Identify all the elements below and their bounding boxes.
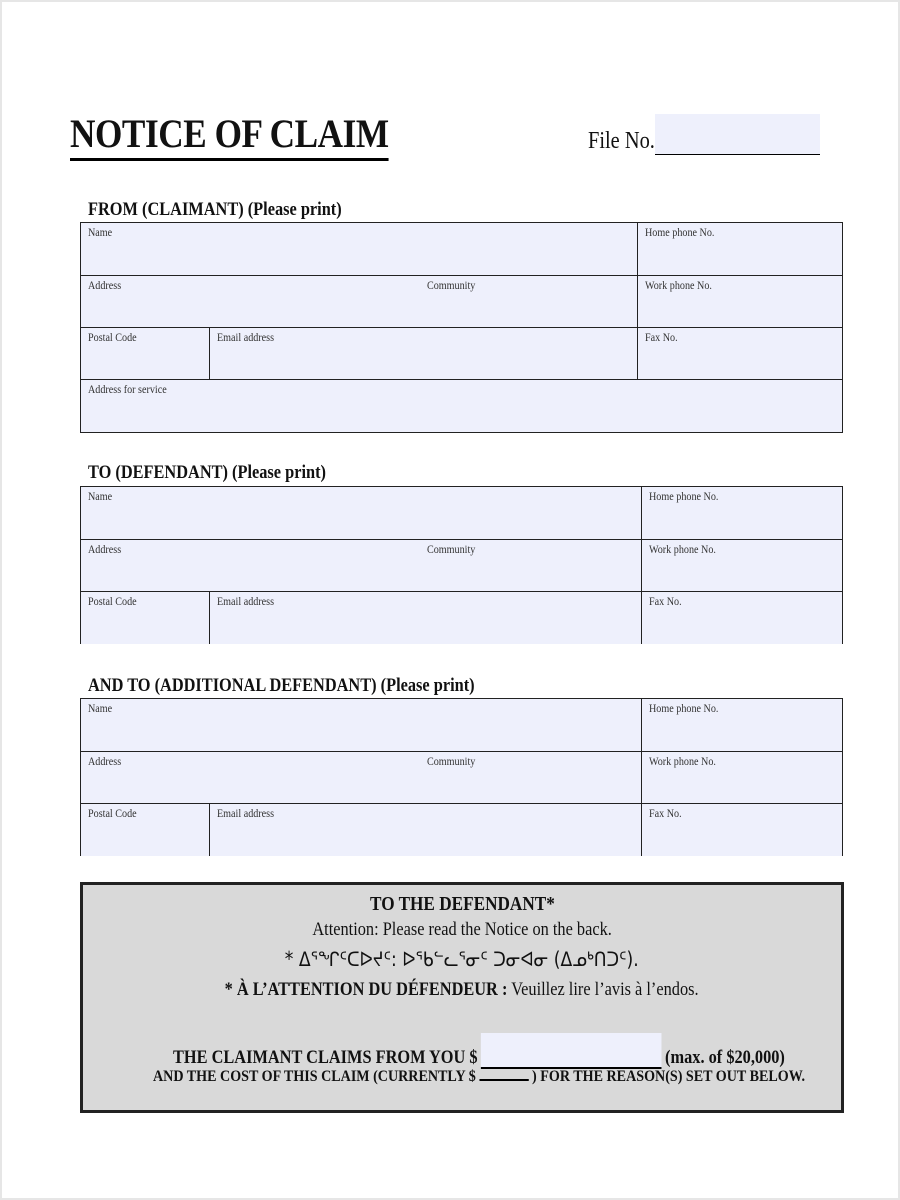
additional-defendant-name-field[interactable] [81, 699, 641, 751]
file-no-label: File No. [588, 128, 655, 154]
defendant-postal-code-label: Postal Code [88, 596, 137, 608]
defendant-fax-label: Fax No. [649, 596, 682, 608]
defendant-name-label: Name [88, 491, 113, 503]
claimant-postal-code-field[interactable] [81, 328, 209, 380]
additional-defendant-address-field[interactable] [81, 752, 641, 804]
claimant-table [80, 222, 843, 433]
claimant-row-service [81, 379, 842, 432]
notice-attention-en [83, 919, 841, 941]
claimant-address-label: Address [88, 280, 122, 292]
notice-attention-fr-rest: Veuillez lire l’avis à l’endos. [507, 979, 699, 1000]
cost-prefix: AND THE COST OF THIS CLAIM (CURRENTLY $ [153, 1068, 476, 1085]
cost-suffix: ) FOR THE REASON(S) SET OUT BELOW. [532, 1068, 806, 1085]
additional-defendant-postal-code-label: Postal Code [88, 808, 137, 820]
claimant-row-postal [81, 327, 842, 380]
additional-defendant-community-label: Community [427, 756, 476, 768]
file-no-input[interactable] [655, 114, 820, 155]
notice-attention-en-text: Attention: Please read the Notice on the back. [312, 919, 612, 940]
defendant-table [80, 486, 843, 644]
claimant-email-field[interactable] [209, 328, 637, 380]
notice-attention-fr-bold: * À L’ATTENTION DU DÉFENDEUR : [224, 979, 508, 1000]
additional-defendant-name-label: Name [88, 703, 113, 715]
defendant-email-field[interactable] [209, 592, 641, 644]
claimant-work-phone-field[interactable] [637, 276, 842, 328]
defendant-work-phone-label: Work phone No. [649, 544, 716, 556]
claim-suffix: (max. of $20,000) [665, 1047, 785, 1068]
additional-defendant-fax-field[interactable] [641, 804, 842, 856]
defendant-home-phone-field[interactable] [641, 487, 842, 539]
claim-cost-input[interactable] [479, 1063, 528, 1081]
claimant-address-field[interactable] [81, 276, 637, 328]
additional-defendant-address-label: Address [88, 756, 122, 768]
claimant-address-service-label: Address for service [88, 384, 167, 396]
claimant-fax-label: Fax No. [645, 332, 678, 344]
defendant-work-phone-field[interactable] [641, 540, 842, 592]
claimant-postal-code-label: Postal Code [88, 332, 137, 344]
claim-cost-line [153, 1063, 805, 1086]
claimant-home-phone-field[interactable] [637, 223, 842, 275]
additional-defendant-fax-label: Fax No. [649, 808, 682, 820]
additional-defendant-work-phone-field[interactable] [641, 752, 842, 804]
notice-attention-iu [83, 947, 841, 971]
additional-defendant-row-address [81, 751, 842, 804]
claimant-work-phone-label: Work phone No. [645, 280, 712, 292]
claimant-community-label: Community [427, 280, 476, 292]
additional-defendant-table [80, 698, 843, 856]
defendant-address-field[interactable] [81, 540, 641, 592]
additional-defendant-row-postal [81, 803, 842, 856]
notice-heading [83, 893, 841, 916]
defendant-address-label: Address [88, 544, 122, 556]
claim-prefix: THE CLAIMANT CLAIMS FROM YOU $ [173, 1047, 478, 1068]
defendant-row-name [81, 487, 842, 539]
notice-attention-iu-text: * ᐃᕐᖏᑦᑕᐅᔪᑦ: ᐅᖃᓪᓚᕐᓂᑦ ᑐᓂᐊᓂ (ᐃᓄᒃᑎᑐᑦ). [285, 947, 639, 971]
defendant-notice-box [80, 882, 844, 1113]
claimant-row-name [81, 223, 842, 275]
defendant-home-phone-label: Home phone No. [649, 491, 719, 503]
defendant-fax-field[interactable] [641, 592, 842, 644]
additional-defendant-home-phone-field[interactable] [641, 699, 842, 751]
additional-defendant-email-label: Email address [217, 808, 275, 820]
additional-defendant-email-field[interactable] [209, 804, 641, 856]
additional-defendant-postal-code-field[interactable] [81, 804, 209, 856]
defendant-heading: TO (DEFENDANT) (Please print) [88, 462, 326, 483]
claimant-address-service-field[interactable] [81, 380, 842, 432]
notice-attention-fr [83, 979, 841, 1001]
claimant-home-phone-label: Home phone No. [645, 227, 715, 239]
notice-heading-text: TO THE DEFENDANT* [369, 893, 555, 915]
claimant-row-address [81, 275, 842, 328]
notice-attention-fr-text [225, 979, 699, 1001]
additional-defendant-heading: AND TO (ADDITIONAL DEFENDANT) (Please print) [88, 675, 475, 696]
additional-defendant-row-name [81, 699, 842, 751]
defendant-community-label: Community [427, 544, 476, 556]
page-title: NOTICE OF CLAIM [70, 112, 389, 161]
defendant-row-address [81, 539, 842, 592]
claimant-name-label: Name [88, 227, 113, 239]
defendant-email-label: Email address [217, 596, 275, 608]
additional-defendant-work-phone-label: Work phone No. [649, 756, 716, 768]
claimant-email-label: Email address [217, 332, 275, 344]
defendant-postal-code-field[interactable] [81, 592, 209, 644]
defendant-row-postal [81, 591, 842, 644]
claimant-name-field[interactable] [81, 223, 637, 275]
claimant-heading: FROM (CLAIMANT) (Please print) [88, 199, 342, 220]
claimant-fax-field[interactable] [637, 328, 842, 380]
additional-defendant-home-phone-label: Home phone No. [649, 703, 719, 715]
defendant-name-field[interactable] [81, 487, 641, 539]
